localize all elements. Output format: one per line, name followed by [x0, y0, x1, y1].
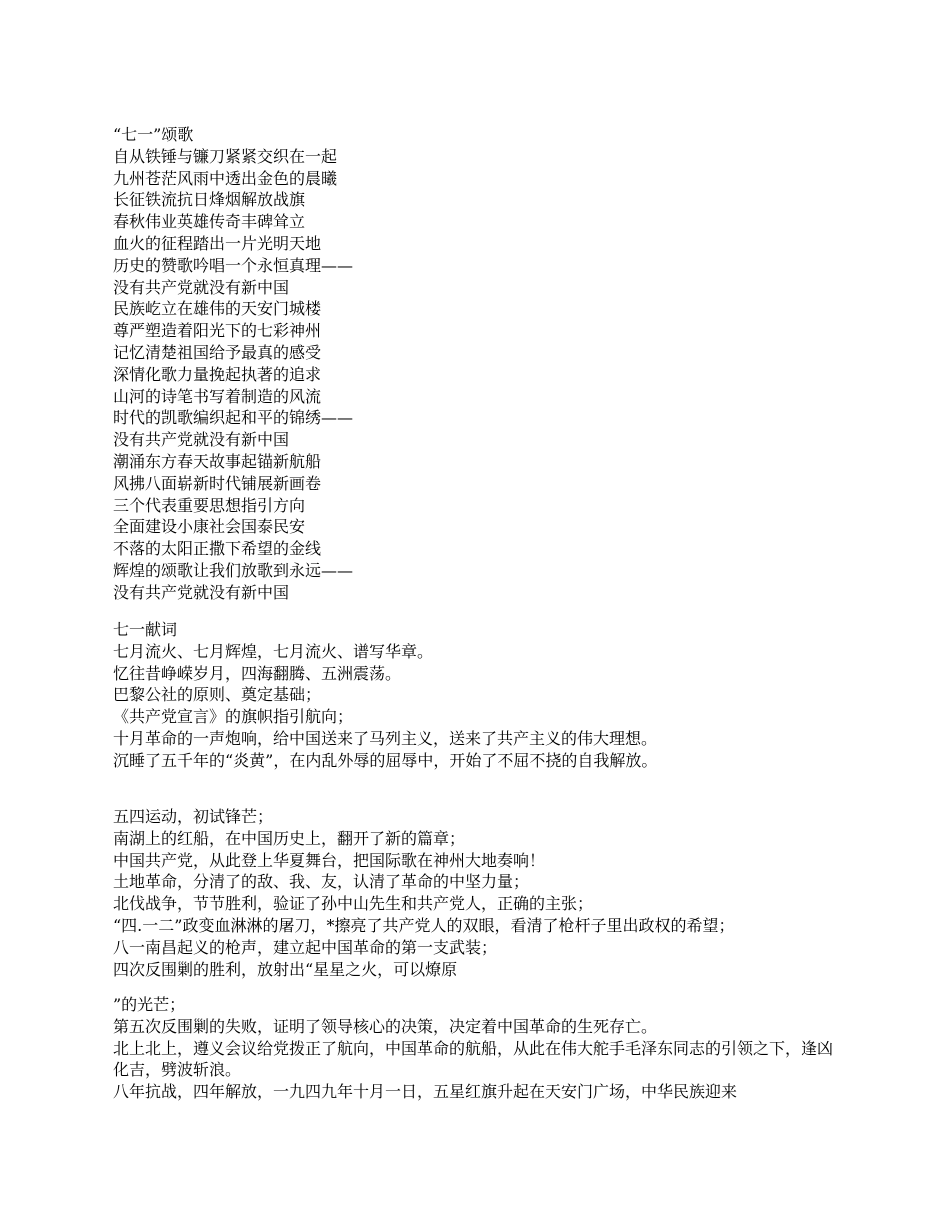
poem-line: 自从铁锤与镰刀紧紧交织在一起	[113, 146, 338, 166]
prose-line: 中国共产党，从此登上华夏舞台，把国际歌在神州大地奏响！	[113, 850, 546, 870]
poem-line: 血火的征程踏出一片光明天地	[113, 233, 322, 253]
poem-line: 长征铁流抗日烽烟解放战旗	[113, 190, 306, 210]
prose-line: 四次反围剿的胜利，放射出“星星之火，可以燎原	[113, 959, 458, 979]
prose-line: 土地革命，分清了的敌、我、友，认清了革命的中坚力量；	[113, 872, 530, 892]
poem-line: 忆往昔峥嵘岁月，四海翻腾、五洲震荡。	[113, 663, 402, 683]
poem-line: 深情化歌力量挽起执著的追求	[113, 364, 322, 384]
prose-line: 北上北上，遵义会议给党拨正了航向，中国革命的航船，从此在伟大舵手毛泽东同志的引领之下，逢凶化吉，劈波斩浪。	[113, 1038, 834, 1080]
prose-line: ”的光芒；	[113, 995, 186, 1014]
poem-line: 没有共产党就没有新中国	[113, 430, 290, 450]
prose-history-part1	[113, 806, 848, 980]
prose-line: 第五次反围剿的失败，证明了领导核心的决策，决定着中国革命的生死存亡。	[113, 1016, 658, 1036]
poem-line: 风拂八面崭新时代铺展新画卷	[113, 473, 322, 493]
prose-line: 五四运动，初试锋芒；	[113, 807, 274, 826]
prose-line: 八年抗战，四年解放，一九四九年十月一日，五星红旗升起在天安门广场，中华民族迎来	[113, 1082, 738, 1102]
poem-line: 时代的凯歌编织起和平的锦绣——	[113, 408, 354, 428]
poem-line: 九州苍茫风雨中透出金色的晨曦	[113, 168, 338, 188]
prose-line: 八一南昌起义的枪声，建立起中国革命的第一支武装；	[113, 937, 498, 957]
poem-line: 巴黎公社的原则、奠定基础；	[113, 685, 322, 705]
poem-line: 潮涌东方春天故事起锚新航船	[113, 451, 322, 471]
poem-line: 十月革命的一声炮响，给中国送来了马列主义，送来了共产主义的伟大理想。	[113, 728, 658, 748]
poem-title: “七一”颂歌	[113, 125, 194, 144]
poem-line: 七月流火、七月辉煌，七月流火、谱写华章。	[113, 641, 434, 661]
poem-line: 山河的诗笔书写着制造的风流	[113, 386, 322, 406]
poem-line: 《共产党宣言》的旗帜指引航向；	[113, 707, 354, 727]
poem-line: 民族屹立在雄伟的天安门城楼	[113, 299, 322, 319]
poem-line: 没有共产党就没有新中国	[113, 582, 290, 602]
poem-title: 七一献词	[113, 620, 178, 639]
poem-qiyi-dedication	[113, 619, 848, 772]
prose-line: 南湖上的红船，在中国历史上，翻开了新的篇章；	[113, 828, 466, 848]
prose-line: “四.一二”政变血淋淋的屠刀，*擦亮了共产党人的双眼，看清了枪杆子里出政权的希望；	[113, 915, 735, 935]
poem-line: 尊严塑造着阳光下的七彩神州	[113, 321, 322, 341]
poem-line: 不落的太阳正撒下希望的金线	[113, 539, 322, 559]
prose-line: 北伐战争，节节胜利，验证了孙中山先生和共产党人，正确的主张；	[113, 894, 594, 914]
poem-line: 三个代表重要思想指引方向	[113, 495, 306, 515]
poem-line: 历史的赞歌吟唱一个永恒真理——	[113, 255, 354, 275]
prose-history-part2	[113, 994, 848, 1103]
poem-line: 辉煌的颂歌让我们放歌到永远——	[113, 560, 354, 580]
poem-line: 没有共产党就没有新中国	[113, 277, 290, 297]
poem-line: 记忆清楚祖国给予最真的感受	[113, 342, 322, 362]
poem-line: 春秋伟业英雄传奇丰碑耸立	[113, 212, 306, 232]
poem-line: 全面建设小康社会国泰民安	[113, 517, 306, 537]
poem-line: 沉睡了五千年的“炎黄”，在内乱外辱的屈辱中，开始了不屈不挠的自我解放。	[113, 750, 658, 770]
poem-qiyi-ode	[113, 124, 848, 604]
